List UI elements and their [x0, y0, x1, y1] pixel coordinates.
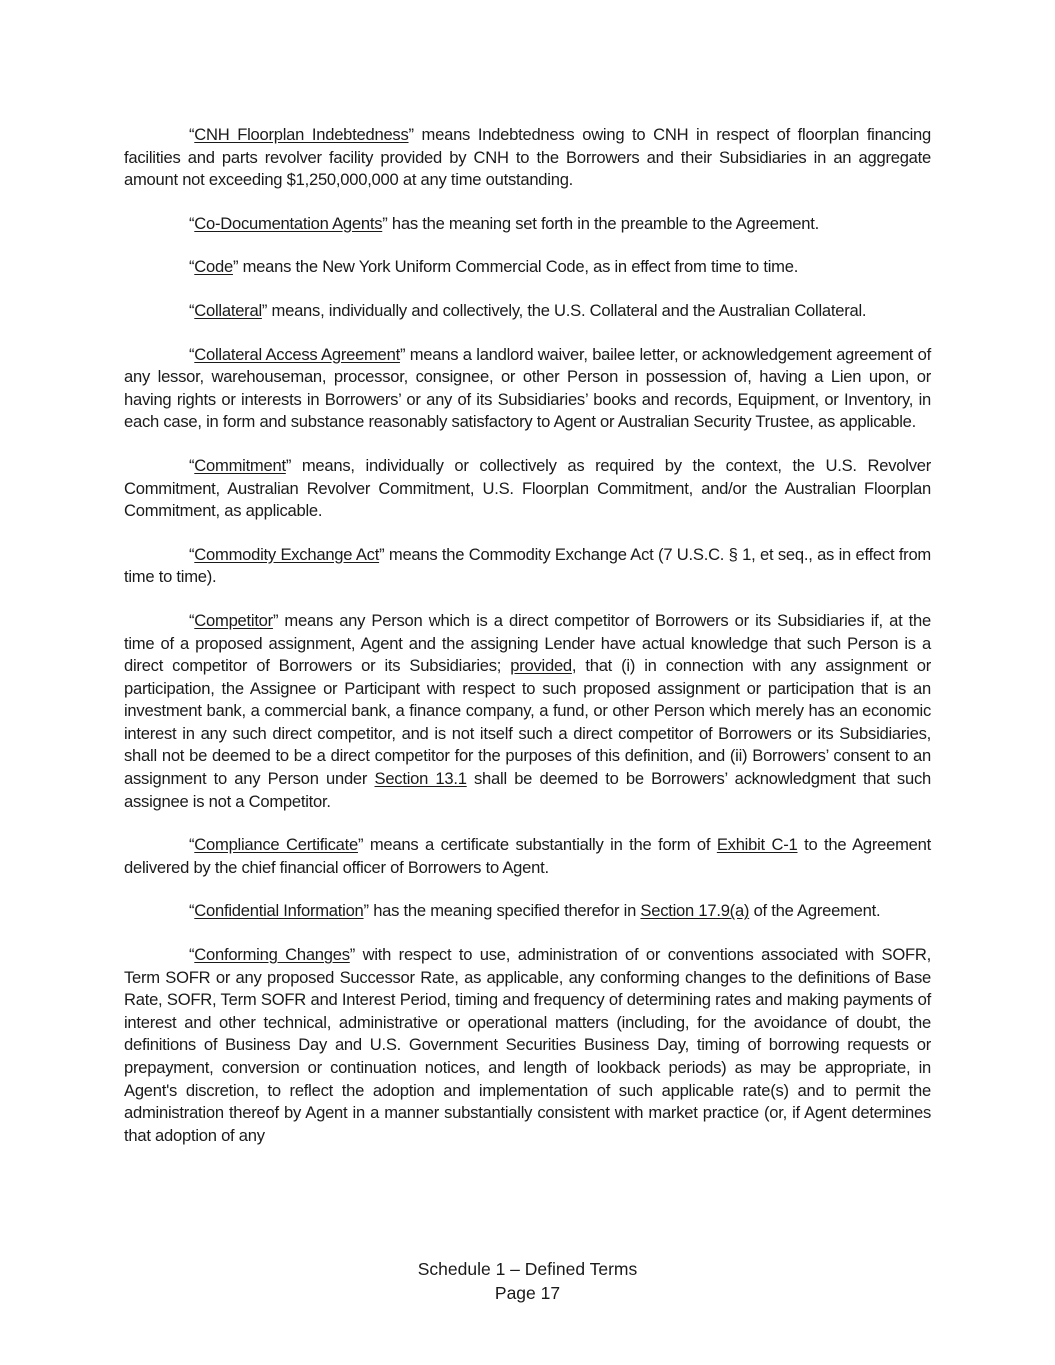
provided-emphasis: provided — [510, 656, 572, 676]
open-quote: “ — [189, 300, 195, 320]
definition-conforming-changes — [124, 944, 931, 1147]
definition-text: has the meaning set forth in the preamble to the Agreement. — [387, 213, 819, 233]
definition-text: to the Agreement delivered by the chief financial officer of Borrowers to Agent. — [124, 835, 931, 877]
definition-competitor — [124, 610, 931, 813]
open-quote: “ — [189, 213, 195, 233]
open-quote: “ — [189, 901, 195, 921]
defined-term: Collateral Access Agreement — [194, 344, 400, 364]
defined-term: Commodity Exchange Act — [194, 544, 380, 564]
defined-term: Competitor — [194, 610, 273, 630]
open-quote: “ — [189, 257, 195, 277]
definition-text: of the Agreement. — [749, 901, 881, 921]
close-quote: ” — [232, 257, 239, 277]
open-quote: “ — [189, 455, 195, 475]
close-quote: ” — [363, 901, 369, 921]
definition-compliance-certificate — [124, 834, 931, 879]
open-quote: “ — [189, 125, 195, 144]
definition-text: means the New York Uniform Commercial Code, as in effect from time to time. — [238, 257, 799, 277]
defined-term: Conforming Changes — [194, 945, 350, 965]
definition-text: means the Commodity Exchange Act (7 U.S.C. § 1, et seq., as in effect from time to time). — [124, 544, 932, 587]
definition-text: means, individually or collectively as required by the context, the U.S. Revolver Commitment, Australian Revolver Commitment, U.S. Floorplan Commitment, and/or the Australian Floorplan Commitment, as applicable. — [124, 455, 931, 521]
open-quote: “ — [189, 835, 195, 855]
schedule-label: Schedule 1 – Defined Terms — [417, 1259, 638, 1279]
defined-term: Commitment — [194, 455, 286, 475]
definition-text: means a certificate substantially in the form of — [363, 835, 717, 855]
exhibit-c-1-reference[interactable]: Exhibit C-1 — [716, 835, 798, 855]
document-body — [124, 124, 931, 1168]
page-number: Page 17 — [494, 1283, 561, 1303]
definition-text: means, individually and collectively, the U.S. Collateral and the Australian Collateral. — [267, 300, 867, 320]
close-quote: ” — [399, 344, 406, 364]
close-quote: ” — [349, 945, 356, 965]
close-quote: ” — [379, 544, 385, 564]
close-quote: ” — [261, 300, 268, 320]
definition-confidential-information — [124, 900, 931, 923]
definition-code — [124, 256, 931, 279]
open-quote: “ — [189, 945, 195, 965]
open-quote: “ — [189, 610, 195, 630]
definition-text: means Indebtedness owing to CNH in respect of floorplan financing facilities and parts revolver facility provided by CNH to the Borrowers and their Subsidiaries in an aggregate amount not exceeding $1,250,000,000 at any time outstanding. — [124, 125, 931, 190]
defined-term: Confidential Information — [194, 901, 364, 921]
open-quote: “ — [189, 544, 195, 564]
close-quote: ” — [408, 125, 414, 144]
defined-term: Compliance Certificate — [194, 835, 358, 855]
defined-term: Code — [194, 257, 233, 277]
definition-text: means a landlord waiver, bailee letter, or acknowledgement agreement of any lessor, warehouseman, processor, consignee, or other Person in possession of, having a Lien upon, or having rights or interests in Borrowers’ or any of its Subsidiaries’ books and records, Equipment, or Inventory, in each case, in form and substance reasonably satisfactory to Agent or Australian Security Trustee, as applicable. — [124, 344, 931, 432]
definition-cnh-floorplan-indebtedness — [124, 124, 931, 192]
defined-term: Collateral — [194, 300, 262, 320]
definition-text: has the meaning specified therefor in — [368, 901, 641, 921]
definition-text: shall be deemed to be Borrowers’ acknowledgment that such assignee is not a Competitor. — [124, 769, 931, 811]
section-17-9a-reference[interactable]: Section 17.9(a) — [640, 901, 750, 921]
defined-term: Co-Documentation Agents — [194, 213, 383, 233]
definition-text: means any Person which is a direct competitor of Borrowers or its Subsidiaries if, at the time of a proposed assignment, Agent and the assigning Lender have actual knowledge that such Person is a direct competitor of Borrowers or its Subsidiaries; — [124, 610, 931, 676]
definition-commitment — [124, 455, 931, 523]
open-quote: “ — [189, 344, 195, 364]
close-quote: ” — [272, 610, 279, 630]
defined-term: CNH Floorplan Indebtedness — [194, 125, 409, 144]
close-quote: ” — [285, 455, 292, 475]
definition-text: , that (i) in connection with any assignment or participation, the Assignee or Participant with respect to such proposed assignment or participation that is an investment bank, a commercial bank, a finance company, a fund, or other Person which merely has an economic interest in any such direct competitor, and is not itself such a direct competitor of Borrowers or its Subsidiaries, shall not be deemed to be a direct competitor for the purposes of this definition, and (ii) Borrowers’ consent to an assignment to any Person under — [124, 656, 931, 789]
definition-text: with respect to use, administration of or conventions associated with SOFR, Term SOFR or any proposed Successor Rate, as applicable, any conforming changes to the definitions of Base Rate, SOFR, Term SOFR and Interest Period, timing and frequency of determining rates and making payments of interest and other technical, administrative or operational matters (including, for the avoidance of doubt, the definitions of Business Day and U.S. Government Securities Business Day, timing of borrowing requests or prepayment, conversion or continuation notices, and length of lookback periods) as may be appropriate, in Agent's discretion, to reflect the adoption and implementation of such applicable rate(s) and to permit the administration thereof by Agent in a manner substantially consistent with market practice (or, if Agent determines that adoption of any — [124, 945, 931, 1145]
close-quote: ” — [382, 213, 388, 233]
section-13-1-reference[interactable]: Section 13.1 — [374, 769, 467, 789]
definition-commodity-exchange-act — [124, 544, 931, 589]
definition-collateral-access-agreement — [124, 344, 931, 434]
definition-co-documentation-agents — [124, 213, 931, 236]
definition-collateral — [124, 300, 931, 323]
close-quote: ” — [357, 835, 364, 855]
page-footer — [0, 1257, 1055, 1305]
